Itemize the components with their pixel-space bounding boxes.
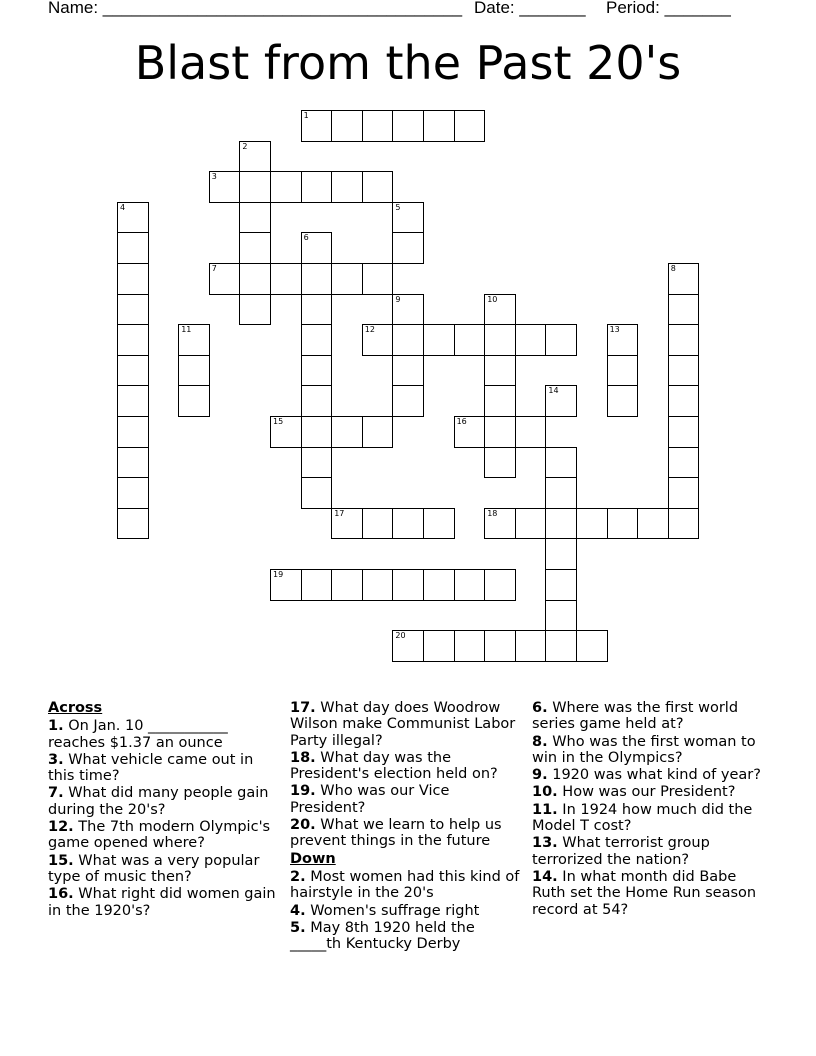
crossword-cell[interactable] — [454, 110, 486, 142]
crossword-cell[interactable] — [484, 294, 516, 326]
crossword-cell[interactable] — [454, 324, 486, 356]
down-clue-8 — [532, 734, 772, 767]
clue-number-label: 2 — [242, 141, 248, 151]
clue-number: 19. — [290, 783, 316, 800]
crossword-cell[interactable] — [362, 263, 394, 295]
across-heading: Across — [48, 700, 103, 716]
clue-number-label: 7 — [211, 264, 217, 273]
clue-number: 1. — [48, 718, 64, 735]
crossword-cell[interactable] — [392, 569, 424, 601]
crossword-cell[interactable] — [392, 630, 424, 662]
crossword-cell[interactable] — [545, 324, 577, 356]
clue-number: 12. — [48, 819, 74, 836]
clue-text: Who was our Vice President? — [290, 783, 450, 816]
clue-text: What did many people gain during the 20's? — [48, 785, 269, 818]
crossword-cell[interactable] — [239, 141, 271, 173]
across-clue-17 — [290, 700, 522, 749]
crossword-cell[interactable] — [545, 600, 577, 632]
clue-number: 2. — [290, 868, 306, 885]
across-clue-20 — [290, 817, 522, 850]
crossword-cell[interactable] — [484, 447, 516, 479]
crossword-cell[interactable] — [392, 355, 424, 387]
down-clue-5 — [290, 920, 522, 953]
crossword-cell[interactable] — [239, 263, 271, 295]
across-clue-19 — [290, 783, 522, 816]
crossword-cell[interactable] — [576, 630, 608, 662]
crossword-cell[interactable] — [331, 110, 363, 142]
crossword-cell[interactable] — [423, 508, 455, 540]
crossword-cell[interactable] — [331, 508, 363, 540]
across-clue-18 — [290, 750, 522, 783]
crossword-cell[interactable] — [607, 385, 639, 417]
date-field[interactable]: Date: _______ — [474, 0, 586, 17]
down-clue-2 — [290, 869, 522, 902]
clue-number-label: 4 — [120, 202, 126, 212]
clue-number-label: 19 — [273, 570, 284, 579]
clue-number-label: 10 — [487, 294, 498, 304]
crossword-cell[interactable] — [607, 324, 639, 356]
crossword-cell[interactable] — [301, 171, 333, 203]
clue-number-label: 15 — [273, 417, 284, 426]
crossword-cell[interactable] — [668, 447, 700, 479]
clue-number-label: 11 — [181, 325, 192, 335]
crossword-cell[interactable] — [117, 294, 149, 326]
crossword-cell[interactable] — [362, 110, 394, 142]
crossword-cell[interactable] — [423, 324, 455, 356]
crossword-cell[interactable] — [545, 477, 577, 509]
clue-number-label: 20 — [395, 631, 406, 641]
crossword-cell[interactable] — [117, 263, 149, 295]
crossword-cell[interactable] — [668, 416, 700, 448]
crossword-cell[interactable] — [668, 294, 700, 326]
crossword-cell[interactable] — [545, 630, 577, 662]
crossword-cell[interactable] — [668, 263, 700, 295]
crossword-cell[interactable] — [484, 355, 516, 387]
crossword-cell[interactable] — [362, 171, 394, 203]
crossword-cell[interactable] — [484, 385, 516, 417]
crossword-cell[interactable] — [301, 477, 333, 509]
crossword-cell[interactable] — [545, 569, 577, 601]
clue-column-3 — [532, 700, 772, 919]
crossword-cell[interactable] — [239, 294, 271, 326]
crossword-cell[interactable] — [117, 355, 149, 387]
crossword-cell[interactable] — [117, 202, 149, 234]
crossword-cell[interactable] — [117, 447, 149, 479]
crossword-cell[interactable] — [301, 385, 333, 417]
crossword-cell[interactable] — [484, 569, 516, 601]
crossword-cell[interactable] — [515, 508, 547, 540]
name-field[interactable]: Name: ______________________________________ — [48, 0, 463, 17]
crossword-cell[interactable] — [668, 508, 700, 540]
crossword-cell[interactable] — [301, 324, 333, 356]
crossword-cell[interactable] — [515, 416, 547, 448]
down-clue-10 — [532, 784, 772, 800]
crossword-cell[interactable] — [545, 385, 577, 417]
crossword-cell[interactable] — [668, 355, 700, 387]
crossword-cell[interactable] — [117, 232, 149, 264]
clue-number-label: 3 — [211, 172, 217, 182]
clue-number-label: 18 — [487, 508, 498, 518]
crossword-cell[interactable] — [209, 171, 241, 203]
crossword-cell[interactable] — [117, 508, 149, 540]
down-clue-14 — [532, 869, 772, 918]
clue-text: On Jan. 10 ___________ reaches $1.37 an ounce — [48, 718, 228, 751]
clue-number: 14. — [532, 868, 558, 885]
crossword-cell[interactable] — [423, 569, 455, 601]
crossword-cell[interactable] — [607, 508, 639, 540]
down-clue-9 — [532, 767, 772, 783]
period-field[interactable]: Period: _______ — [606, 0, 731, 17]
across-clue-7 — [48, 785, 280, 818]
clue-number-label: 16 — [456, 417, 467, 426]
clue-number: 11. — [532, 801, 558, 818]
crossword-cell[interactable] — [362, 324, 394, 356]
crossword-cell[interactable] — [178, 324, 210, 356]
clue-number-label: 9 — [395, 294, 401, 304]
across-clue-3 — [48, 752, 280, 785]
crossword-cell[interactable] — [178, 385, 210, 417]
crossword-cell[interactable] — [392, 324, 424, 356]
clue-text: Where was the first world series game held at? — [532, 700, 739, 733]
clue-text: What day does Woodrow Wilson make Communist Labor Party illegal? — [290, 700, 516, 749]
crossword-cell[interactable] — [362, 416, 394, 448]
clue-number: 10. — [532, 784, 558, 801]
clue-number: 20. — [290, 817, 316, 834]
crossword-cell[interactable] — [301, 569, 333, 601]
clue-number-label: 14 — [548, 386, 559, 396]
crossword-cell[interactable] — [392, 202, 424, 234]
clue-text: What terrorist group terrorized the nation? — [532, 835, 710, 868]
across-clue-16 — [48, 886, 280, 919]
clue-number: 15. — [48, 852, 74, 869]
crossword-cell[interactable] — [301, 355, 333, 387]
clue-text: How was our President? — [557, 784, 736, 801]
crossword-cell[interactable] — [331, 171, 363, 203]
clue-text: Women's suffrage right — [305, 902, 480, 919]
crossword-cell[interactable] — [515, 630, 547, 662]
crossword-cell[interactable] — [239, 232, 271, 264]
crossword-cell[interactable] — [423, 630, 455, 662]
clue-number: 16. — [48, 886, 74, 903]
crossword-cell[interactable] — [668, 477, 700, 509]
crossword-cell[interactable] — [301, 263, 333, 295]
crossword-cell[interactable] — [301, 294, 333, 326]
clue-number-label: 5 — [395, 202, 401, 212]
crossword-cell[interactable] — [239, 171, 271, 203]
crossword-cell[interactable] — [637, 508, 669, 540]
clue-text: What was a very popular type of music then? — [48, 852, 260, 885]
clue-text: What we learn to help us prevent things in the future — [290, 817, 502, 850]
clue-text: In 1924 how much did the Model T cost? — [532, 801, 753, 835]
clue-number-label: 1 — [303, 111, 309, 120]
clue-number-label: 6 — [303, 233, 309, 243]
puzzle-title: Blast from the Past 20's — [134, 36, 682, 90]
across-clue-12 — [48, 819, 280, 852]
down-clue-11 — [532, 802, 772, 835]
crossword-cell[interactable] — [392, 385, 424, 417]
crossword-cell[interactable] — [209, 263, 241, 295]
clue-text: The 7th modern Olympic's game opened where? — [48, 819, 271, 852]
crossword-cell[interactable] — [454, 630, 486, 662]
crossword-cell[interactable] — [117, 416, 149, 448]
down-clue-4 — [290, 903, 522, 919]
crossword-cell[interactable] — [515, 324, 547, 356]
clue-number: 3. — [48, 751, 64, 768]
crossword-cell[interactable] — [392, 294, 424, 326]
crossword-cell[interactable] — [270, 263, 302, 295]
clue-number: 17. — [290, 700, 316, 716]
crossword-cell[interactable] — [392, 110, 424, 142]
crossword-cell[interactable] — [607, 355, 639, 387]
crossword-cell[interactable] — [454, 569, 486, 601]
crossword-cell[interactable] — [545, 447, 577, 479]
crossword-cell[interactable] — [301, 232, 333, 264]
clue-text: What day was the President's election held on? — [290, 749, 498, 783]
clue-text: What vehicle came out in this time? — [48, 751, 254, 785]
crossword-cell[interactable] — [117, 385, 149, 417]
clue-text: Most women had this kind of hairstyle in the 20's — [290, 868, 520, 902]
crossword-cell[interactable] — [270, 416, 302, 448]
crossword-cell[interactable] — [454, 416, 486, 448]
clue-number: 13. — [532, 835, 558, 852]
clue-number: 8. — [532, 733, 548, 750]
crossword-cell[interactable] — [423, 110, 455, 142]
clue-number: 7. — [48, 785, 64, 802]
down-clue-13 — [532, 835, 772, 868]
clue-text: In what month did Babe Ruth set the Home Run season record at 54? — [532, 868, 757, 918]
crossword-cell[interactable] — [270, 171, 302, 203]
clue-text: 1920 was what kind of year? — [547, 767, 761, 784]
crossword-cell[interactable] — [392, 508, 424, 540]
crossword-cell[interactable] — [331, 263, 363, 295]
crossword-cell[interactable] — [301, 447, 333, 479]
clue-number-label: 17 — [334, 508, 345, 518]
down-clue-6 — [532, 700, 772, 733]
across-clue-15 — [48, 853, 280, 886]
crossword-cell[interactable] — [576, 508, 608, 540]
crossword-cell[interactable] — [545, 538, 577, 570]
crossword-cell[interactable] — [178, 355, 210, 387]
crossword-cell[interactable] — [301, 110, 333, 142]
down-heading: Down — [290, 850, 336, 867]
crossword-cell[interactable] — [484, 630, 516, 662]
clue-number-label: 13 — [609, 325, 620, 335]
crossword-cell[interactable] — [301, 416, 333, 448]
crossword-cell[interactable] — [668, 385, 700, 417]
clue-number: 18. — [290, 749, 316, 766]
crossword-cell[interactable] — [484, 416, 516, 448]
clue-text: May 8th 1920 held the _____th Kentucky Derby — [290, 919, 475, 953]
crossword-cell[interactable] — [362, 508, 394, 540]
crossword-cell[interactable] — [270, 569, 302, 601]
crossword-cell[interactable] — [331, 416, 363, 448]
clue-number-label: 12 — [364, 325, 375, 335]
crossword-cell[interactable] — [117, 477, 149, 509]
clue-number-label: 8 — [670, 264, 676, 273]
crossword-cell[interactable] — [239, 202, 271, 234]
crossword-cell[interactable] — [484, 324, 516, 356]
crossword-cell[interactable] — [545, 508, 577, 540]
clue-column-1 — [48, 700, 280, 920]
clue-number: 9. — [532, 767, 548, 784]
clue-column-2 — [290, 700, 522, 953]
crossword-cell[interactable] — [331, 569, 363, 601]
clue-number: 5. — [290, 919, 306, 936]
crossword-cell[interactable] — [362, 569, 394, 601]
crossword-cell[interactable] — [668, 324, 700, 356]
clue-text: What right did women gain in the 1920's? — [48, 886, 276, 919]
crossword-cell[interactable] — [484, 508, 516, 540]
crossword-cell[interactable] — [117, 324, 149, 356]
clue-number: 4. — [290, 902, 306, 919]
clue-text: Who was the first woman to win in the Olympics? — [532, 733, 756, 766]
clue-number: 6. — [532, 700, 548, 716]
crossword-cell[interactable] — [392, 232, 424, 264]
across-clue-1 — [48, 718, 280, 751]
